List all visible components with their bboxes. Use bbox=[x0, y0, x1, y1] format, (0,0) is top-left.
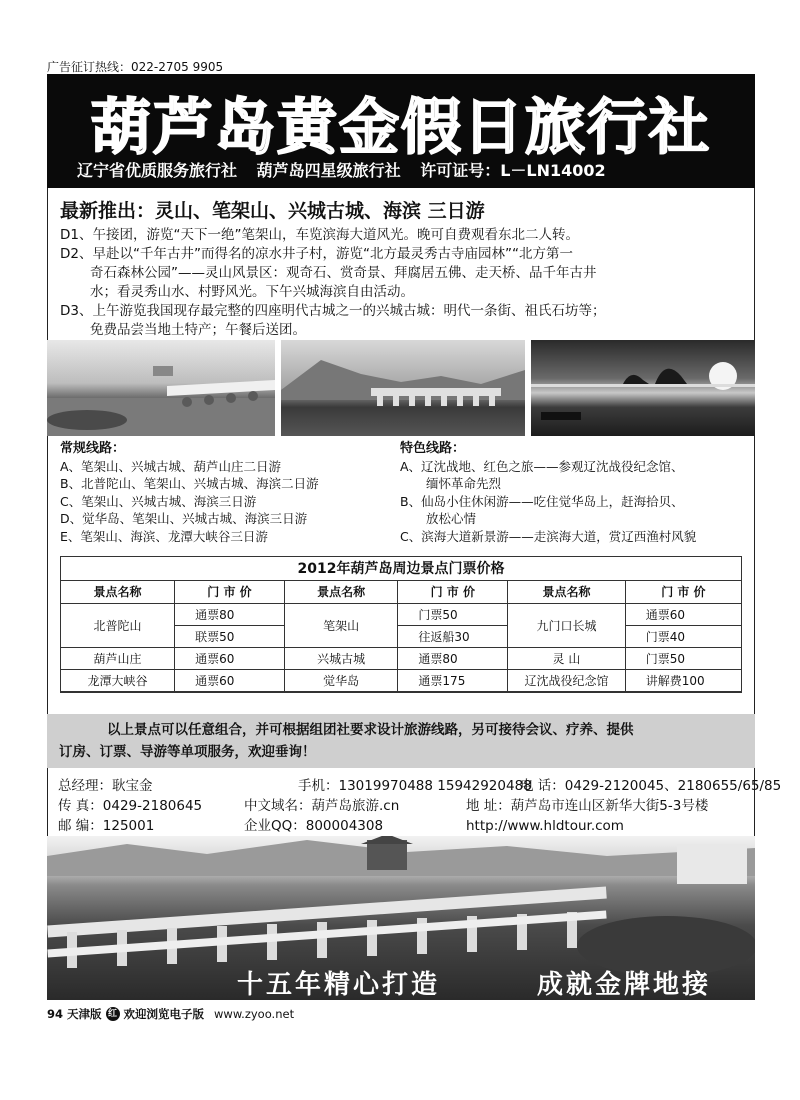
route-item: A、辽沈战地、红色之旅——参观辽沈战役纪念馆、 bbox=[400, 458, 684, 474]
contact-row bbox=[58, 776, 781, 796]
fax-number: 传 真：0429-2180645 bbox=[58, 798, 203, 814]
site-name: 葫芦山庄 bbox=[61, 647, 175, 669]
header-price: 门 市 价 bbox=[625, 581, 741, 603]
address: 地 址：葫芦岛市连山区新华大街5-3号楼 bbox=[466, 798, 709, 814]
site-price: 门票50 bbox=[398, 603, 508, 625]
header-site-name: 景点名称 bbox=[61, 581, 175, 603]
route-item: E、笔架山、海滨、龙潭大峡谷三日游 bbox=[60, 528, 268, 544]
photo-strip bbox=[47, 340, 755, 438]
site-price: 门票50 bbox=[625, 647, 741, 669]
site-name: 辽沈战役纪念馆 bbox=[508, 669, 626, 691]
itinerary-line: D3、上午游览我国现存最完整的四座明代古城之一的兴城古城：明代一条街、祖氏石坊等； bbox=[60, 303, 606, 319]
agency-title: 葫芦岛黄金假日旅行社 bbox=[91, 93, 711, 163]
lake-bridge-photo bbox=[281, 340, 525, 436]
ticket-table-title: 2012年葫芦岛周边景点门票价格 bbox=[61, 557, 741, 581]
agency-credentials bbox=[77, 158, 735, 181]
company-qq: 企业QQ：800004308 bbox=[244, 818, 384, 834]
route-item: B、仙岛小住休闲游——吃住觉华岛上，赶海拾贝、 bbox=[400, 493, 684, 509]
route-item: C、笔架山、兴城古城、海滨三日游 bbox=[60, 493, 257, 509]
contact-row bbox=[58, 816, 781, 836]
special-routes bbox=[400, 440, 750, 545]
seaside-bridge-photo bbox=[47, 836, 755, 1000]
coastal-bridge-photo bbox=[47, 340, 275, 436]
edition-badge-icon: 红 bbox=[106, 1007, 120, 1021]
site-price: 通票60 bbox=[175, 647, 285, 669]
site-price: 门票40 bbox=[625, 625, 741, 647]
itinerary-line: 奇石森林公园”——灵山风景区：观奇石、赏奇景、拜腐居五佛、走天桥、品千年古井 bbox=[90, 265, 597, 281]
edition-label: 天津版 bbox=[67, 1007, 102, 1021]
header-site-name: 景点名称 bbox=[508, 581, 626, 603]
sunset-sea-photo bbox=[531, 340, 755, 436]
site-price: 往返船30 bbox=[398, 625, 508, 647]
credential-quality: 辽宁省优质服务旅行社 bbox=[77, 161, 238, 180]
site-price: 通票60 bbox=[175, 669, 285, 691]
header-site-name: 景点名称 bbox=[284, 581, 398, 603]
site-name: 龙潭大峡谷 bbox=[61, 669, 175, 691]
special-routes-list bbox=[400, 458, 750, 546]
itinerary-line: D1、午接团，游览“天下一绝”笔架山，车览滨海大道风光。晚可自费观看东北二人转。 bbox=[60, 227, 579, 243]
route-item: D、觉华岛、笔架山、兴城古城、海滨三日游 bbox=[60, 511, 308, 526]
website-link[interactable]: http://www.hldtour.com bbox=[466, 818, 624, 834]
bridge-illustration bbox=[47, 340, 275, 436]
slogan-right: 成就金牌地接 bbox=[537, 970, 712, 1000]
sunset-illustration bbox=[531, 340, 755, 436]
site-name: 北普陀山 bbox=[61, 603, 175, 647]
special-routes-title: 特色线路： bbox=[400, 441, 466, 456]
table-header-row bbox=[61, 581, 741, 603]
contact-row bbox=[58, 796, 781, 816]
itinerary-lines bbox=[60, 226, 750, 340]
page-number: 94 bbox=[47, 1007, 64, 1021]
itinerary-line: 水；看灵秀山水、村野风光。下午兴城海滨自由活动。 bbox=[90, 284, 414, 300]
footer-site-link[interactable]: www.zyoo.net bbox=[214, 1007, 295, 1021]
site-price: 讲解费100 bbox=[625, 669, 741, 691]
credential-license: 许可证号：L－LN14002 bbox=[420, 161, 606, 180]
general-manager: 总经理：耿宝金 bbox=[58, 778, 153, 794]
site-name: 灵 山 bbox=[508, 647, 626, 669]
site-price: 通票60 bbox=[625, 603, 741, 625]
footer-text: 欢迎浏览电子版 bbox=[123, 1007, 205, 1021]
agency-banner bbox=[47, 74, 755, 188]
mobile-numbers: 手机：13019970488 15942920488 bbox=[298, 778, 532, 794]
credential-star: 葫芦岛四星级旅行社 bbox=[256, 161, 401, 180]
route-item: 缅怀革命先烈 bbox=[426, 476, 502, 491]
route-item: A、笔架山、兴城古城、葫芦山庄二日游 bbox=[60, 458, 282, 474]
site-price: 通票175 bbox=[398, 669, 508, 691]
postal-code: 邮 编：125001 bbox=[58, 818, 155, 834]
notice-line-1: 以上景点可以任意组合，并可根据组团社要求设计旅游线路，另可接待会议、疗养、提供 bbox=[107, 722, 634, 738]
phone-numbers: 电 话：0429-2120045、2180655/65/85 bbox=[520, 778, 782, 794]
route-item: 放松心情 bbox=[426, 511, 477, 526]
route-item: C、滨海大道新景游——走滨海大道，赏辽西渔村风貌 bbox=[400, 528, 697, 544]
regular-routes-title: 常规线路： bbox=[60, 441, 126, 456]
site-name: 觉华岛 bbox=[284, 669, 398, 691]
ticket-price-table bbox=[60, 556, 742, 693]
site-price: 通票80 bbox=[175, 603, 285, 625]
site-price: 联票50 bbox=[175, 625, 285, 647]
ad-hotline: 广告征订热线：022-2705 9905 bbox=[47, 60, 224, 74]
site-name: 笔架山 bbox=[284, 603, 398, 647]
header-price: 门 市 价 bbox=[398, 581, 508, 603]
regular-routes-list bbox=[60, 458, 390, 546]
regular-routes bbox=[60, 440, 390, 545]
itinerary-line: 免费品尝当地土特产；午餐后送团。 bbox=[90, 322, 306, 338]
page-footer bbox=[47, 1006, 294, 1022]
header-price: 门 市 价 bbox=[175, 581, 285, 603]
itinerary-title: 最新推出：灵山、笔架山、兴城古城、海滨 三日游 bbox=[60, 200, 485, 222]
site-name: 兴城古城 bbox=[284, 647, 398, 669]
chinese-domain: 中文域名：葫芦岛旅游.cn bbox=[244, 798, 400, 814]
site-name: 九门口长城 bbox=[508, 603, 626, 647]
table-row bbox=[61, 647, 741, 669]
route-item: B、北普陀山、笔架山、兴城古城、海滨二日游 bbox=[60, 476, 319, 491]
itinerary-line: D2、早赴以“千年古井”而得名的凉水井子村，游览“北方最灵秀古寺庙园林”“北方第一 bbox=[60, 246, 573, 262]
lake-bridge-illustration bbox=[281, 340, 525, 436]
table-row bbox=[61, 603, 741, 625]
notice-line-2: 订房、订票、导游等单项服务，欢迎垂询！ bbox=[59, 744, 316, 760]
service-notice bbox=[47, 714, 755, 768]
table-row bbox=[61, 669, 741, 691]
site-price: 通票80 bbox=[398, 647, 508, 669]
slogan-left: 十五年精心打造 bbox=[237, 970, 441, 1000]
itinerary-section bbox=[60, 196, 750, 340]
contact-info bbox=[58, 776, 781, 836]
